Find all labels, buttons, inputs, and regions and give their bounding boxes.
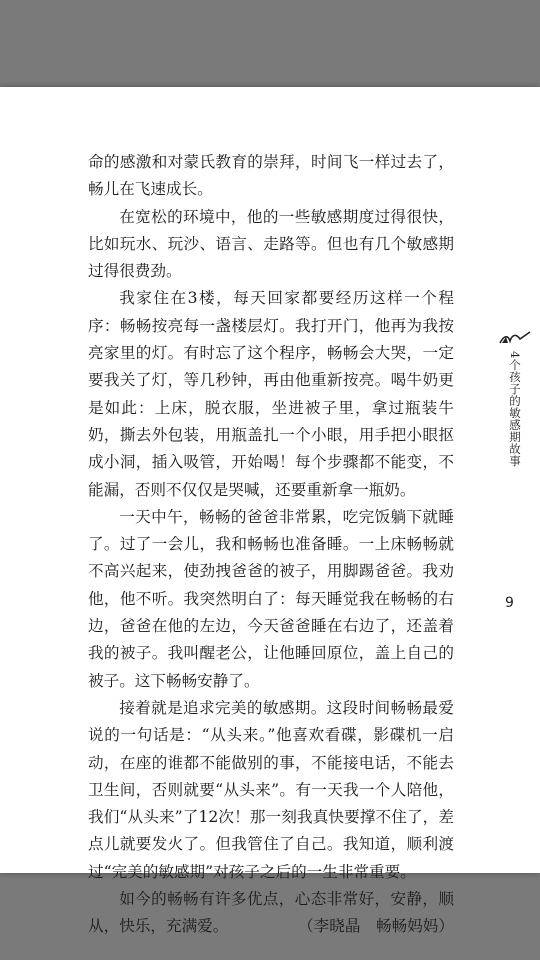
signature: （李晓晶 畅畅妈妈） bbox=[298, 917, 454, 936]
chapter-ornament-icon bbox=[498, 331, 532, 345]
paragraph-5: 接着就是追求完美的敏感期。这段时间畅畅最爱说的一句话是：“从头来。”他喜欢看碟，影碟机一启动，在座的谁都不能做别的事，不能接电话，不能去卫生间，否则就要“从头来”。有一天我一个人陪他，我们“从头来”了12次！那一刻我真快要撑不住了，差点儿就要发火了。但我管住了自己。我知道，顺利渡过“完美的敏感期”对孩子之后的一生非常重要。 bbox=[88, 698, 454, 881]
chapter-sidebar bbox=[500, 331, 530, 467]
paragraph-1: 命的感激和对蒙氏教育的崇拜，时间飞一样过去了，畅儿在飞速成长。 bbox=[88, 153, 454, 199]
book-page bbox=[0, 87, 540, 936]
page-number: 9 bbox=[505, 595, 514, 611]
paragraph-3: 我家住在3楼，每天回家都要经历这样一个程序：畅畅按亮每一盏楼层灯。我打开门，他再为我按亮家里的灯。有时忘了这个程序，畅畅会大哭，一定要我关了灯，等几秒钟，再由他重新按亮。喝牛奶更是如此：上床，脱衣服，坐进被子里，拿过瓶装牛奶，撕去外包装，用瓶盖扎一个小眼，用手把小眼抠成小洞，插入吸管，开始喝！每个步骤都不能变，不能漏，否则不仅仅是哭喊，还要重新拿一瓶奶。 bbox=[88, 289, 454, 499]
page-body bbox=[88, 149, 454, 941]
chapter-title: 4个孩子的敏感期故事 bbox=[508, 351, 522, 467]
paragraph-6-text: 如今的畅畅有许多优点，心态非常好，安静，顺从，快乐，充满爱。 bbox=[88, 890, 454, 936]
paragraph-2: 在宽松的环境中，他的一些敏感期度过得很快，比如玩水、玩沙、语言、走路等。但也有几个敏感期过得很费劲。 bbox=[88, 207, 454, 281]
paragraph-4: 一天中午，畅畅的爸爸非常累，吃完饭躺下就睡了。过了一会儿，我和畅畅也准备睡。一上床畅畅就不高兴起来，使劲拽爸爸的被子，用脚踢爸爸。我劝他，他不听。我突然明白了：每天睡觉我在畅畅的右边，爸爸在他的左边，今天爸爸睡在右边了，还盖着我的被子。我叫醒老公，让他睡回原位，盖上自己的被子。这下畅畅安静了。 bbox=[88, 507, 454, 690]
